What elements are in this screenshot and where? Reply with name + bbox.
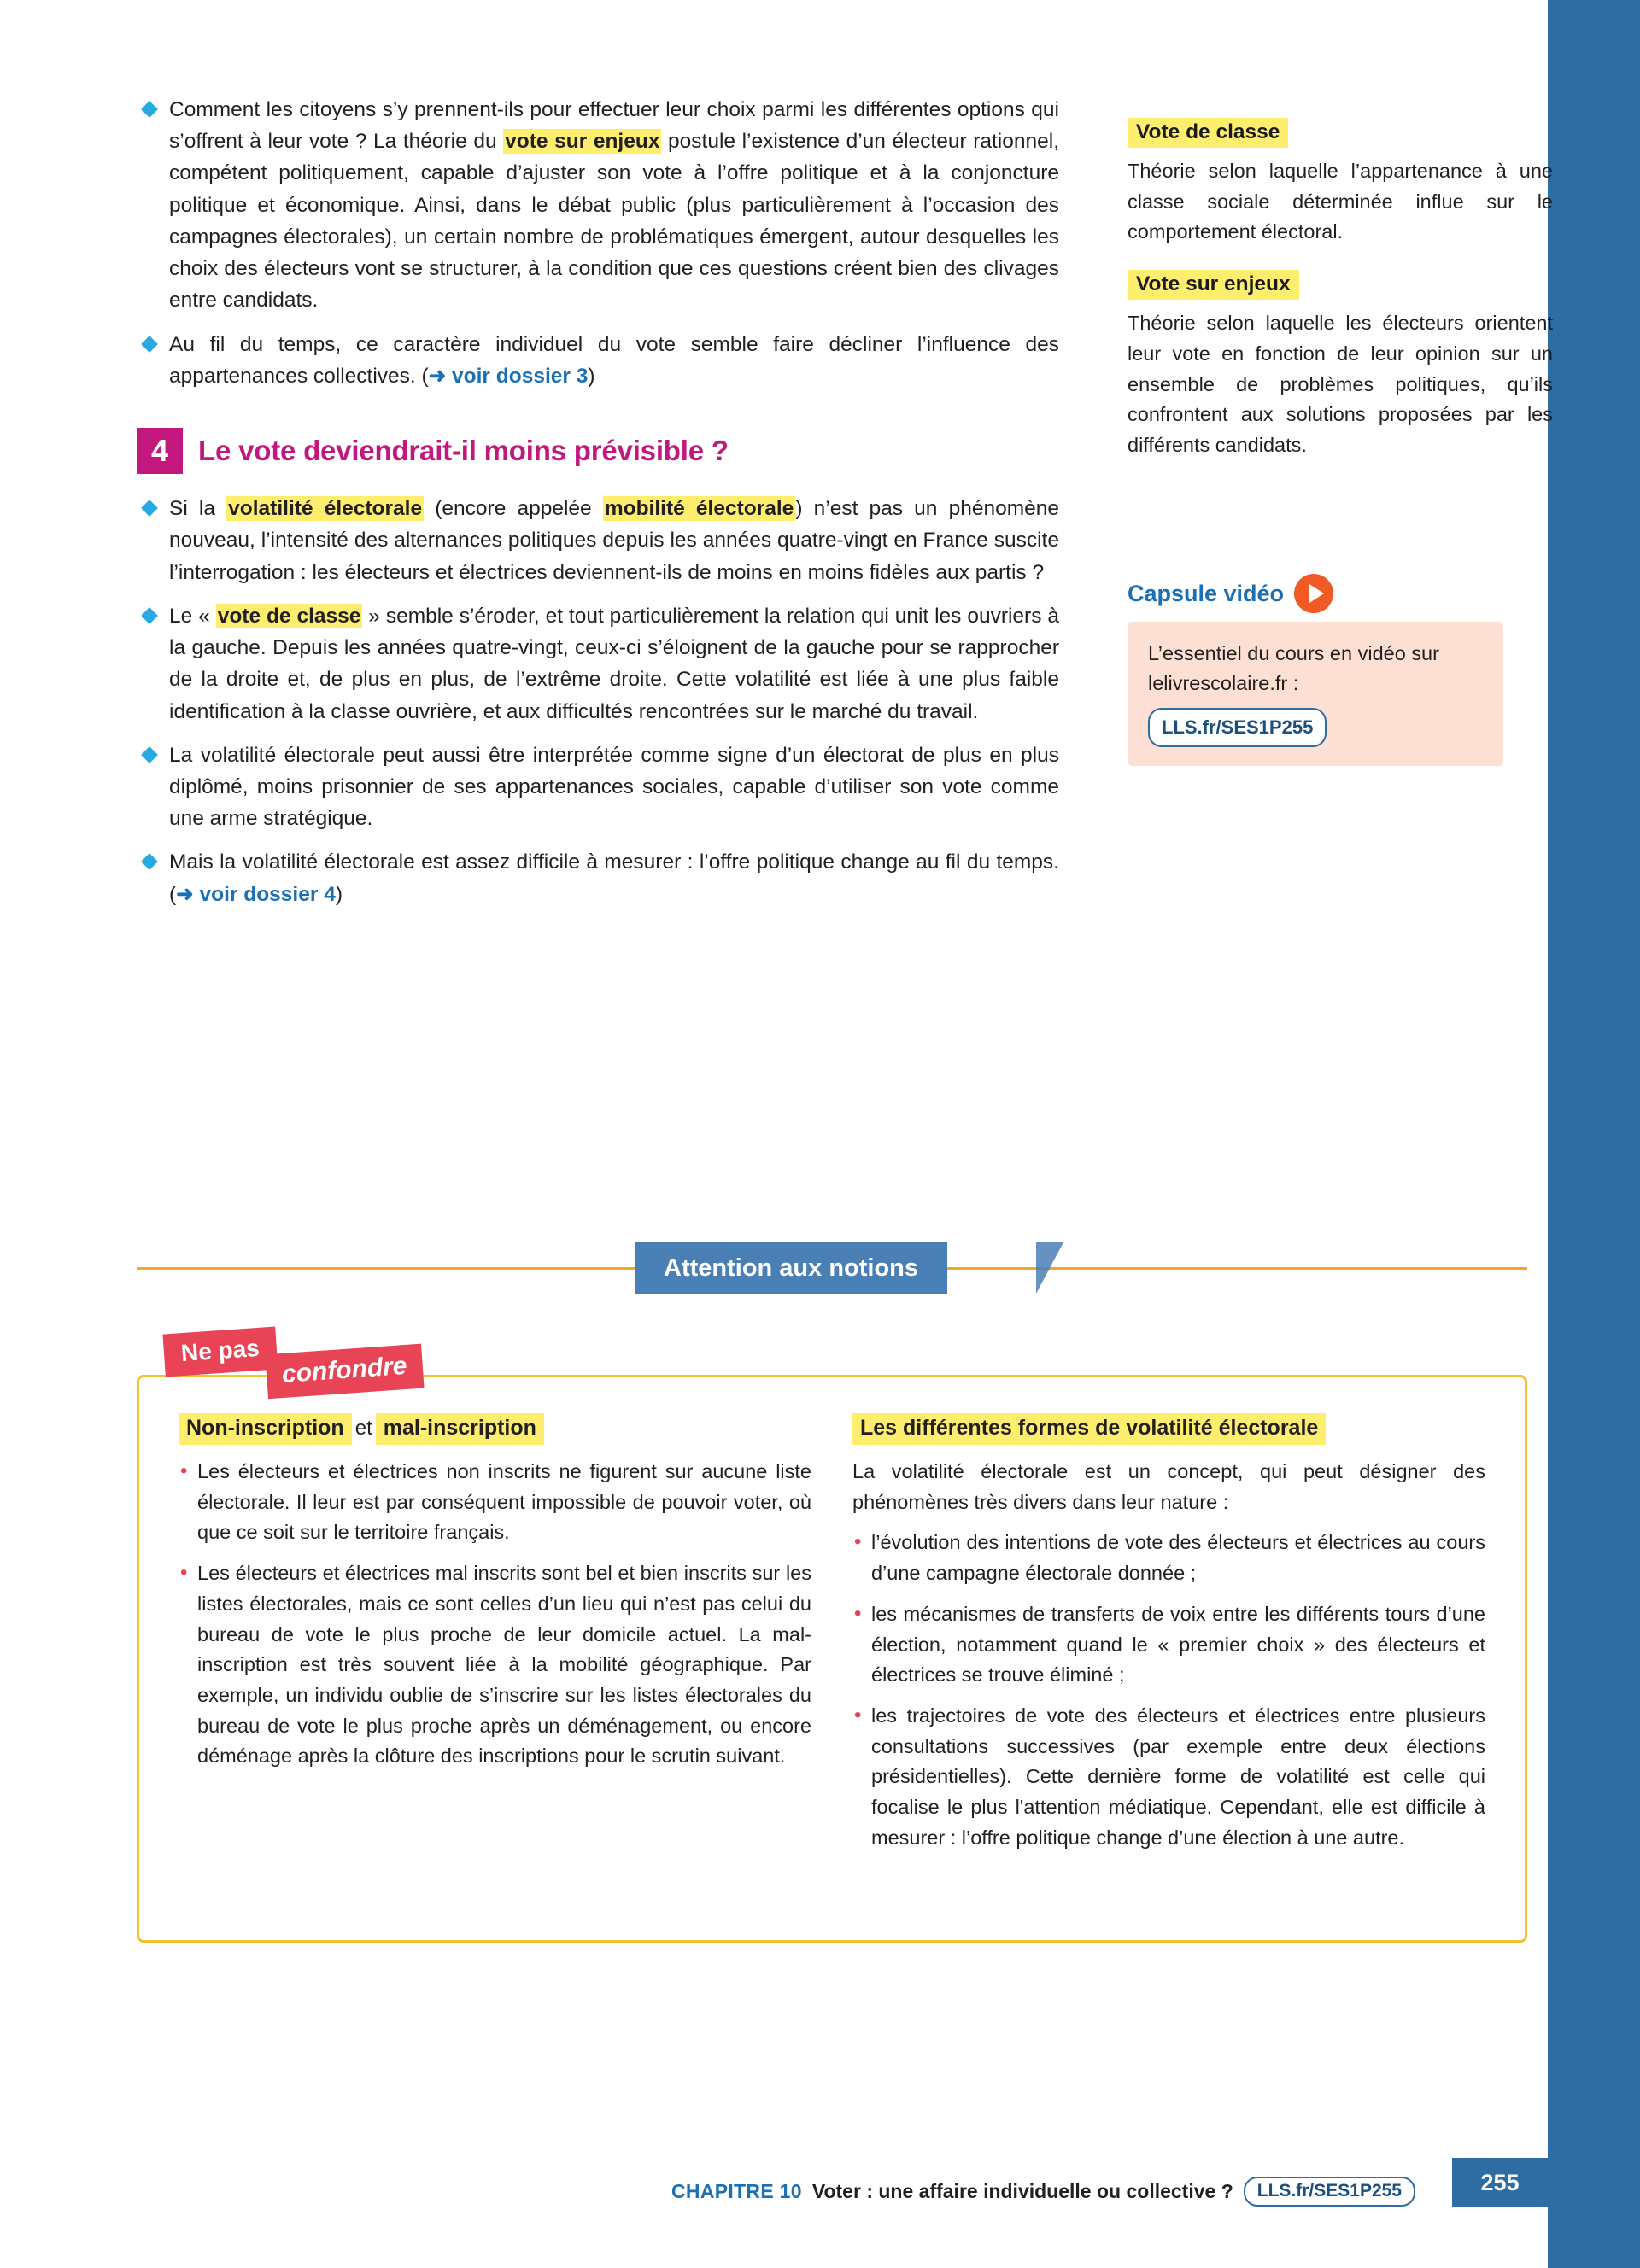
definition-term: Vote sur enjeux: [1128, 270, 1299, 300]
bullet-text: Le « vote de classe » semble s’éroder, et tout particulièrement la relation qui unit les ouvriers à la gauche. Depuis les années quatre-vingt, ceux-ci s’éloignent de la gauche pour se rapprocher de la droite et, de plus en plus, de l’extrême droite. Cette volatilité est liée à une plus faible identification à la classe ouvrière, et aux difficultés rencontrées sur le marché du travail.: [169, 604, 1059, 723]
diamond-bullet-icon: [141, 746, 158, 763]
definition-vote-de-classe: [1128, 118, 1553, 248]
link-voir-dossier-4[interactable]: ➜ voir dossier 4: [176, 882, 336, 906]
notion-title-separator: et: [354, 1417, 372, 1440]
section-heading-4: [137, 428, 1059, 474]
main-column: [137, 94, 1059, 922]
diamond-bullet-icon: [141, 101, 158, 118]
capsule-video-box: [1128, 622, 1503, 766]
notion-title-non-inscription: Non-inscription: [179, 1413, 352, 1445]
notion-item: • Les électeurs et électrices mal inscrits sont bel et bien inscrits sur les listes électorales, mais ce sont celles d’un lieu qui n’est pas celui du bureau de vote le plus proche de leur domicile actuel. La mal-inscription est très souvent liée à la mobilité géographique. Par exemple, un individu oublie de s’inscrire sur les listes électorales du bureau de vote le plus proche après un déménagement, ou encore déménage après la clôture des inscriptions pour le scrutin suivant.: [179, 1558, 811, 1772]
notion-title-volatilite: Les différentes formes de volatilité électorale: [852, 1413, 1326, 1445]
notions-column-right: [852, 1413, 1485, 1914]
bullet-text: Mais la volatilité électorale est assez difficile à mesurer : l’offre politique change au fil du temps. (➜ voir dossier 4): [169, 850, 1059, 906]
definition-body: Théorie selon laquelle les électeurs orientent leur vote en fonction de leur opinion sur un ensemble de problèmes politiques, qu’ils confrontent aux solutions proposées par les différents candidats.: [1128, 312, 1553, 457]
bullet-text: Si la volatilité électorale (encore appelée mobilité électorale) n’est pas un phénomène nouveau, l’intensité des alternances politiques depuis les années quatre-vingt en France suscite l’interrogation : les électeurs et électrices deviennent-ils de moins en moins fidèles aux partis ?: [169, 497, 1059, 584]
bullet-vote-de-classe-erosion: [137, 600, 1059, 728]
notion-intro: La volatilité électorale est un concept, qui peut désigner des phénomènes très divers dans leur nature :: [852, 1460, 1485, 1513]
notion-item: • l’évolution des intentions de vote des électeurs et électrices au cours d’une campagne électorale donnée ;: [852, 1528, 1485, 1588]
capsule-video-text: L’essentiel du cours en vidéo sur lelivrescolaire.fr :: [1148, 642, 1439, 695]
diamond-bullet-icon: [141, 854, 158, 871]
bullet-volatilite-electorale: [137, 493, 1059, 588]
footer-title: Voter : une affaire individuelle ou collective ?: [811, 2179, 1233, 2202]
notion-item: • les mécanismes de transferts de voix entre les différents tours d’une élection, notamment quand le « premier choix » des électeurs et électrices se trouve éliminé ;: [852, 1599, 1485, 1691]
notions-column-left: [179, 1413, 811, 1914]
notion-item: • Les électeurs et électrices non inscrits ne figurent sur aucune liste électorale. Il leur est par conséquent impossible de pouvoir voter, où que ce soit sur le territoire français.: [179, 1457, 811, 1548]
section-title: Le vote deviendrait-il moins prévisible ?: [198, 435, 729, 467]
footer-chapter: CHAPITRE 10: [671, 2179, 802, 2202]
bullet-declin-appartenances: [137, 329, 1059, 392]
section-number-badge: 4: [137, 428, 183, 474]
notions-right-heading: [852, 1413, 1485, 1457]
notion-item: • les trajectoires de vote des électeurs et électrices entre plusieurs consultations successives (par exemple entre deux élections présidentielles). Cette dernière forme de volatilité est celle qui focalise le plus l'attention médiatique. Cependant, elle est difficile à mesurer : l’offre politique change d’une élection à une autre.: [852, 1701, 1485, 1854]
capsule-video-code[interactable]: LLS.fr/SES1P255: [1148, 708, 1327, 747]
banner-label: Attention aux notions: [635, 1242, 947, 1294]
diamond-bullet-icon: [141, 336, 158, 353]
play-icon[interactable]: [1294, 574, 1333, 613]
link-voir-dossier-3[interactable]: ➜ voir dossier 3: [428, 364, 589, 388]
definition-body: Théorie selon laquelle l’appartenance à une classe sociale déterminée influe sur le comportement électoral.: [1128, 160, 1553, 243]
ne-pas-label: Ne pas: [162, 1326, 278, 1377]
banner-fold-decoration: [1036, 1242, 1063, 1294]
footer-content: [671, 2177, 1415, 2207]
diamond-bullet-icon: [141, 607, 158, 624]
capsule-video-title: Capsule vidéo: [1128, 580, 1285, 606]
ne-pas-confondre-tag: [164, 1330, 408, 1389]
confondre-label: confondre: [265, 1344, 424, 1400]
bullet-text: La volatilité électorale peut aussi être interprétée comme signe d’un électorat de plus en plus diplômé, moins prisonnier de ses appartenances sociales, capable d’utiliser son vote comme une arme stratégique.: [169, 743, 1059, 831]
term-mobilite-electorale: mobilité électorale: [604, 497, 794, 521]
bullet-citoyens-choix: [137, 94, 1059, 317]
page-footer: [0, 2167, 1640, 2215]
page-edge-strip: [1548, 0, 1640, 2268]
attention-notions-banner: [137, 1242, 1527, 1294]
bullet-text: Comment les citoyens s’y prennent-ils pour effectuer leur choix parmi les différentes options qui s’offrent à leur vote ? La théorie du vote sur enjeux postule l’existence d’un électeur rationnel, compétent politiquement, capable d’ajuster son vote à l’offre politique et à la conjoncture politique et économique. Ainsi, dans le débat public (plus particulièrement à l’occasion des campagnes électorales), un certain nombre de problématiques émergent, autour desquelles les choix des électeurs vont se structurer, à la condition que ces questions créent bien des clivages entre candidats.: [169, 98, 1060, 313]
notion-title-mal-inscription: mal-inscription: [376, 1413, 544, 1445]
term-vote-sur-enjeux: vote sur enjeux: [505, 130, 660, 154]
bullet-text: Au fil du temps, ce caractère individuel du vote semble faire décliner l’influence des appartenances collectives. (➜ voir dossier 3): [169, 332, 1059, 388]
page-number: 255: [1452, 2158, 1548, 2207]
capsule-video-block: [1128, 574, 1503, 766]
capsule-video-header: [1128, 574, 1503, 613]
diamond-bullet-icon: [141, 500, 158, 517]
term-vote-de-classe: vote de classe: [217, 604, 361, 628]
term-volatilite-electorale: volatilité électorale: [228, 497, 423, 521]
definition-term: Vote de classe: [1128, 118, 1288, 148]
notions-left-heading: [179, 1413, 811, 1457]
footer-code[interactable]: LLS.fr/SES1P255: [1244, 2177, 1415, 2207]
bullet-electorat-diplome: [137, 739, 1059, 835]
notions-box: [137, 1375, 1527, 1943]
definition-vote-sur-enjeux: [1128, 270, 1553, 461]
definitions-sidebar: [1128, 118, 1553, 483]
bullet-mesure-difficile: [137, 846, 1059, 909]
